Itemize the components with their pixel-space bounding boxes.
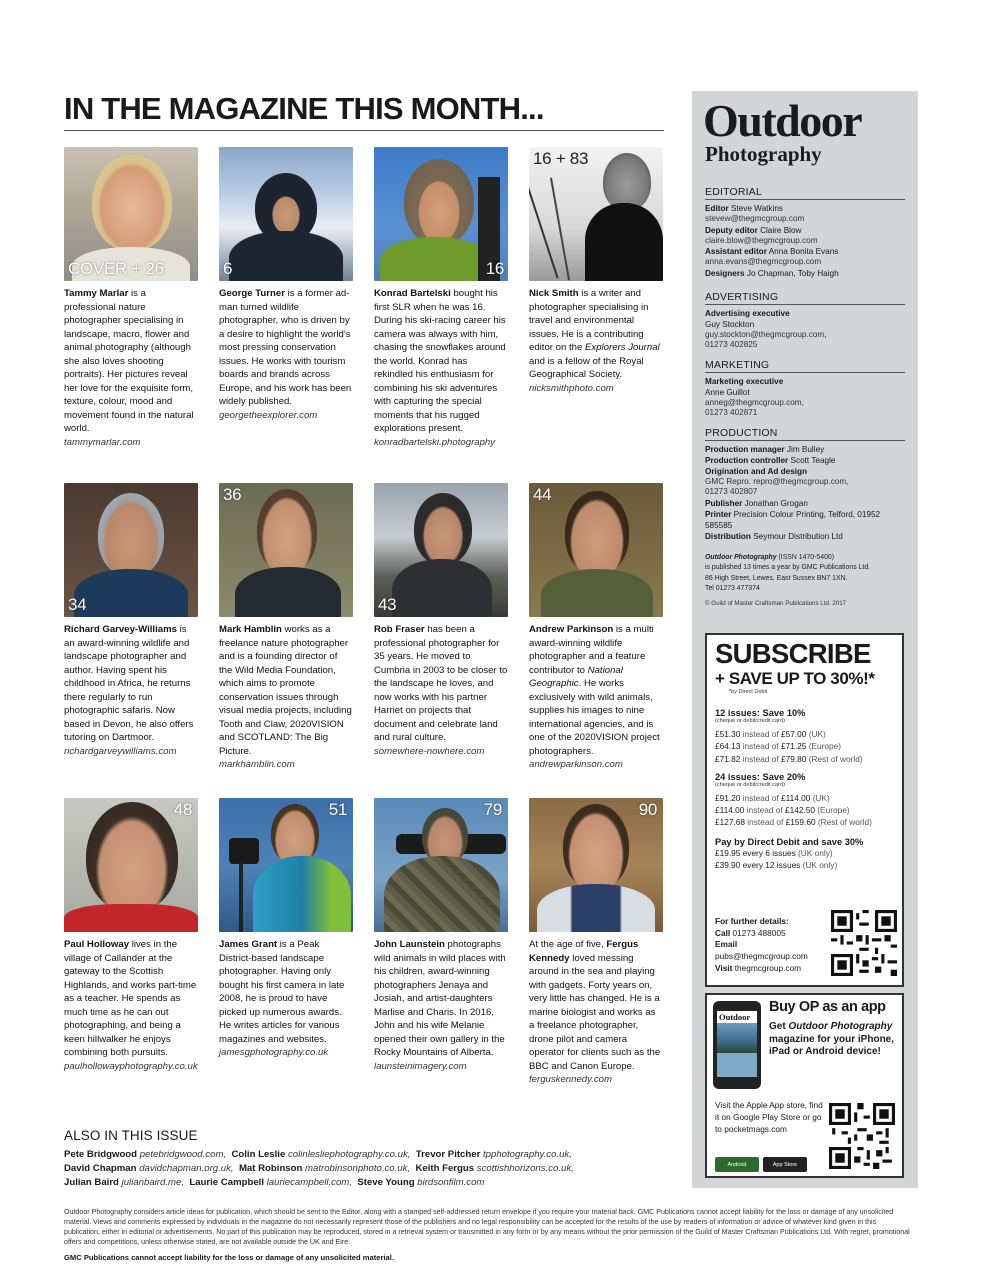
contributor-bio: Andrew Parkinson is a multi award-winning wildlife photographer and a feature contributor to National Geographic. He works exclusively with wild animals, supplies his images to nine international agencies, and is one of the 2020VISION project photographers. andrewparkinson.com <box>529 623 663 772</box>
contributor-photo <box>219 483 353 617</box>
contributor-name: Richard Garvey-Williams <box>64 624 177 635</box>
contributor-name: Rob Fraser <box>374 624 425 635</box>
contributor-site: andrewparkinson.com <box>529 759 623 770</box>
contributor-card <box>219 147 353 422</box>
contributor-bio: Nick Smith is a writer and photographer specialising in travel and environmental issues. He is a contributing editor on the Explorers Journal and is a fellow of the Royal Geographical Society. nicksmithphoto.com <box>529 287 663 395</box>
qr-code-icon[interactable] <box>831 910 897 976</box>
phone-link[interactable]: 01273 488005 <box>732 927 786 938</box>
contributor-name: George Turner <box>219 288 285 299</box>
contributor-photo <box>529 483 663 617</box>
subscribe-details: For further details: Call 01273 488005 Email pubs@thegmcgroup.com Visit thegmcgroup.com <box>715 916 808 973</box>
contributor-site: markhamblin.com <box>219 759 295 770</box>
contributor-card <box>219 798 353 1060</box>
contributor-photo <box>64 483 198 617</box>
offer-24-issues: 24 issues: Save 20% (cheque or debit/credit card) £91.20 instead of £114.00 (UK) £114.00 instead of £142.50 (Europe) £127.68 instead of £159.60 (Rest of world) <box>715 771 872 828</box>
contributor-card <box>219 483 353 772</box>
page-number: 44 <box>533 485 552 504</box>
also-heading: ALSO IN THIS ISSUE <box>64 1128 198 1143</box>
also-in-this-issue <box>64 1128 664 1190</box>
contributor-bio: George Turner is a former ad-man turned wildlife photographer, who is driven by a desire to highlight the world’s most pressing conservation issues. He works with tourism boards and brands across Europe, and his work has been widely published. georgetheexplorer.com <box>219 288 352 421</box>
page-number: 51 <box>328 800 347 819</box>
page-number: 34 <box>68 595 87 614</box>
app-text: Get Outdoor Photography magazine for your iPhone, iPad or Android device! <box>769 1021 895 1057</box>
section-heading: MARKETING <box>705 359 905 373</box>
contributor-bio: James Grant is a Peak District-based landscape photographer. Having only bought his first camera in late 2008, he is proud to have picked up numerous awards. He writes articles for various magazines and websites. jamesgphotography.co.uk <box>219 938 353 1060</box>
email-link[interactable]: pubs@thegmcgroup.com <box>715 951 808 962</box>
contributor-name: Andrew Parkinson <box>529 624 614 635</box>
offer-12-issues: 12 issues: Save 10% (cheque or debit/credit card) £51.30 instead of £57.00 (UK) £64.13 instead of £71.25 (Europe) £71.82 instead of £79.80 (Rest of world) <box>715 708 863 764</box>
subscribe-save: + SAVE UP TO 30%!* <box>715 669 875 688</box>
page-title: IN THE MAGAZINE THIS MONTH... <box>64 92 664 131</box>
contributor-bio: Richard Garvey-Williams is an award-winning wildlife and landscape photographer and author. Having spent his childhood in Africa, he returns there regularly to run photographic safaris. Now based in Devon, he also offers tutoring on Dartmoor. richardgarveywilliams.com <box>64 623 198 758</box>
contributor-card <box>374 483 508 758</box>
contributor-name: Fergus Kennedy <box>529 939 639 964</box>
contributor-photo <box>219 147 353 281</box>
contributor-card <box>529 798 663 1087</box>
offer-direct-debit: Pay by Direct Debit and save 30% £19.95 every 6 issues (UK only) £39.90 every 12 issues (UK only) <box>715 836 864 871</box>
contributor-card <box>64 798 198 1073</box>
page-number: 48 <box>173 800 192 819</box>
app-title: Buy OP as an app <box>769 999 886 1015</box>
contributor-bio: Paul Holloway lives in the village of Callander at the gateway to the Scottish Highlands, and works part-time as a teacher. He spends as much time as he can out photographing, and being a keen hillwalker he enjoys combining both pursuits. paulhollowayphotography.co.uk <box>64 939 198 1072</box>
contributor-bio: Rob Fraser has been a professional photographer for 35 years. He moved to Cumbria in 2003 to be closer to the landscape he loves, and now works with his partner Harriet on projects that document and celebrate land and rural culture. somewhere-nowhere.com <box>374 624 508 757</box>
masthead: EDITORIAL Editor Steve Watkins stevew@thegmcgroup.com Deputy editor Claire Blow claire.blow@thegmcgroup.com Assistant editor Anna Bonita Evans anna.evans@thegmcgroup.com Designers Jo Chapman, Toby Haigh ADVERTISING Advertising executive Guy Stockton guy.stockton@thegmcgroup.com, 01273 402825 MARKETING Marketing executive Anne Guillot anneg@thegmcgroup.com, 01273 402871 PRODUCTION Production manager Jim Bulley Production controller Scott Teagle Origination and Ad design GMC Repro. repro@thegmcgroup.com, 01273 402807 Publisher Jonathan Grogan Printer Precision Colour Printing, Telford, 01952 585585 Distribution Seymour Distribution Ltd Outdoor Photography (ISSN 1470-5400) is published 13 times a year by GMC Publications Ltd. 86 High Street, Lewes, East Sussex BN7 1XN. Tel 01273 477374 © Guild of Master Craftsman Publications Ltd. 2017 <box>705 179 905 607</box>
app-box[interactable] <box>705 993 904 1178</box>
subscribe-box[interactable]: SUBSCRIBE + SAVE UP TO 30%!* *by Direct Debit 12 issues: Save 10% (cheque or debit/credit card) £51.30 instead of £57.00 (UK) £64.13 instead of £71.25 (Europe) £71.82 instead of £79.80 (Rest of world) 24 issues: Save 20% (cheque or debit/credit card) £91.20 instead of £114.00 (UK) £114.00 instead of £142.50 (Europe) £127.68 instead of £159.60 (Rest of world) Pay by Direct Debit and save 30% £19.95 every 6 issues (UK only) £39.90 every 12 issues (UK only) For further details: Call 01273 488005 Email pubs@thegmcgroup.com Visit thegmcgroup.com <box>705 633 904 987</box>
contributor-site: ferguskennedy.com <box>529 1074 613 1085</box>
contributor-site: nicksmithphoto.com <box>529 382 614 394</box>
page-number: 43 <box>378 595 397 614</box>
contributor-site: somewhere-nowhere.com <box>374 745 485 757</box>
section-heading: EDITORIAL <box>705 186 905 200</box>
contributor-card <box>64 147 198 449</box>
contributor-photo <box>529 798 663 932</box>
google-play-badge[interactable]: Android <box>715 1157 759 1172</box>
contributor-name: John Launstein <box>374 939 445 950</box>
contributor-photo <box>374 798 508 932</box>
contributor-photo <box>219 798 353 932</box>
app-instructions: Visit the Apple App store, find it on Google Play Store or go to pocketmags.com <box>715 1100 823 1134</box>
contributor-photo <box>374 483 508 617</box>
contributor-site: konradbartelski.photography <box>374 436 496 448</box>
contributor-card <box>529 483 663 772</box>
phone-logo: Outdoor <box>717 1011 757 1023</box>
copyright: © Guild of Master Craftsman Publications Ltd. 2017 <box>705 599 847 607</box>
contributor-bio: At the age of five, Fergus Kennedy loved messing around in the sea and playing with gadgets. Forty years on, very little has changed. He is a marine biologist and works as a freelance photographer, drone pilot and camera operator for clients such as the BBC and Canon Europe. ferguskennedy.com <box>529 938 663 1087</box>
page-number: 6 <box>223 259 233 278</box>
contributor-card <box>374 798 508 1073</box>
contributor-card <box>64 483 198 758</box>
masthead-sidebar <box>692 91 918 1188</box>
contributor-photo <box>64 798 198 932</box>
contributor-site: paulhollowayphotography.co.uk <box>64 1060 198 1072</box>
contributor-photo <box>529 147 663 281</box>
section-heading: ADVERTISING <box>705 291 905 305</box>
section-heading: PRODUCTION <box>705 427 905 441</box>
page-number: 16 + 83 <box>533 149 589 168</box>
contributor-name: Tammy Marlar <box>64 288 129 299</box>
website-link[interactable]: thegmcgroup.com <box>734 962 802 973</box>
app-store-badge[interactable]: App Store <box>763 1157 807 1172</box>
contributor-bio: Tammy Marlar is a professional nature photographer specialising in landscape, macro, flower and animal photography (although she also loves shooting portraits). Her pictures reveal her love for the exquisite form, texture, colour, mood and movement found in the natural world. tammymarlar.com <box>64 287 198 449</box>
page-number: 36 <box>223 485 242 504</box>
contributor-bio: Konrad Bartelski bought his first SLR when he was 16. During his ski-racing career his camera was always with him, chasing the snowflakes around the world. Konrad has rekindled his enthusiasm for combining his ski adventures with capturing the special moments that his rugged explorations present. konradbartelski.photography <box>374 287 508 449</box>
contributor-site: launsteinimagery.com <box>374 1060 467 1072</box>
magazine-logo: Outdoor Photography <box>703 95 862 166</box>
contributor-card <box>529 147 663 395</box>
contributor-site: jamesgphotography.co.uk <box>219 1047 329 1058</box>
qr-code-icon[interactable] <box>829 1103 895 1169</box>
contributor-bio: Mark Hamblin works as a freelance nature photographer and is a founding director of the Wild Media Foundation, which aims to promote conservation issues through visual media projects, including Tooth and Claw, 2020VISION and SCOTLAND: The Big Picture. markhamblin.com <box>219 624 352 770</box>
contributor-name: Paul Holloway <box>64 939 130 950</box>
page-number: COVER + 26 <box>68 259 164 278</box>
contributor-photo <box>374 147 508 281</box>
imprint: Outdoor Photography (ISSN 1470-5400) is published 13 times a year by GMC Publications Ltd. 86 High Street, Lewes, East Sussex BN7 1XN. Tel 01273 477374 <box>705 553 871 592</box>
phone-image <box>713 1001 761 1089</box>
page-number: 79 <box>483 800 502 819</box>
contributor-name: Mark Hamblin <box>219 624 282 635</box>
contributor-name: James Grant <box>219 939 278 950</box>
contributor-name: Nick Smith <box>529 288 579 299</box>
page-number: 90 <box>638 800 657 819</box>
page-number: 16 <box>485 259 504 278</box>
disclaimer: Outdoor Photography considers article ideas for publication, which should be sent to the Editor, along with a stamped self-addressed return envelope if you require your material back. GMC Publications cannot accept liability for the loss or damage of any unsolicited material. Views and comments expressed by individuals in the magazine do not necessarily represent those of the publishers and no legal responsibility can be accepted for the results of the use by readers of information or advice of whatever kind given in this publication, either in editorial or advertisements. No part of this publication may be reproduced, stored in a retrieval system or transmitted in any form or by any means without the prior permission of the Guild of Master Craftsman Publications Ltd. With regret, promotional offers and competitions, unless otherwise stated, are not available outside the UK and Eire. <box>64 1208 910 1246</box>
contributor-card <box>374 147 508 449</box>
contributor-photo <box>64 147 198 281</box>
disclaimer-bold: GMC Publications cannot accept liability for the loss or damage of any unsolicited material. <box>64 1253 394 1262</box>
contributor-name: Konrad Bartelski <box>374 288 451 299</box>
contributor-site: tammymarlar.com <box>64 436 141 448</box>
contributor-site: richardgarveywilliams.com <box>64 745 177 757</box>
subscribe-title: SUBSCRIBE <box>715 638 871 669</box>
contributor-bio: John Launstein photographs wild animals in wild places with his children, award-winning photographers Jenaya and Josiah, and artist-daughters Marlise and Charis. In 2016, John and his wife Melanie opened their own gallery in the Rocky Mountains of Alberta. launsteinimagery.com <box>374 938 508 1073</box>
also-list: Pete Bridgwood petebridgwood.com, Colin Leslie colinlesliephotography.co.uk, Trevor Pitcher tpphotography.co.uk, David Chapman davidchapman.org.uk, Mat Robinson matrobinsonphoto.co.uk, Keith Fergus scottishhorizons.co.uk, Julian Baird julianbaird.me, Laurie Campbell lauriecampbell.com, Steve Young birdsonfilm.com <box>64 1149 574 1188</box>
contributor-site: georgetheexplorer.com <box>219 409 318 421</box>
